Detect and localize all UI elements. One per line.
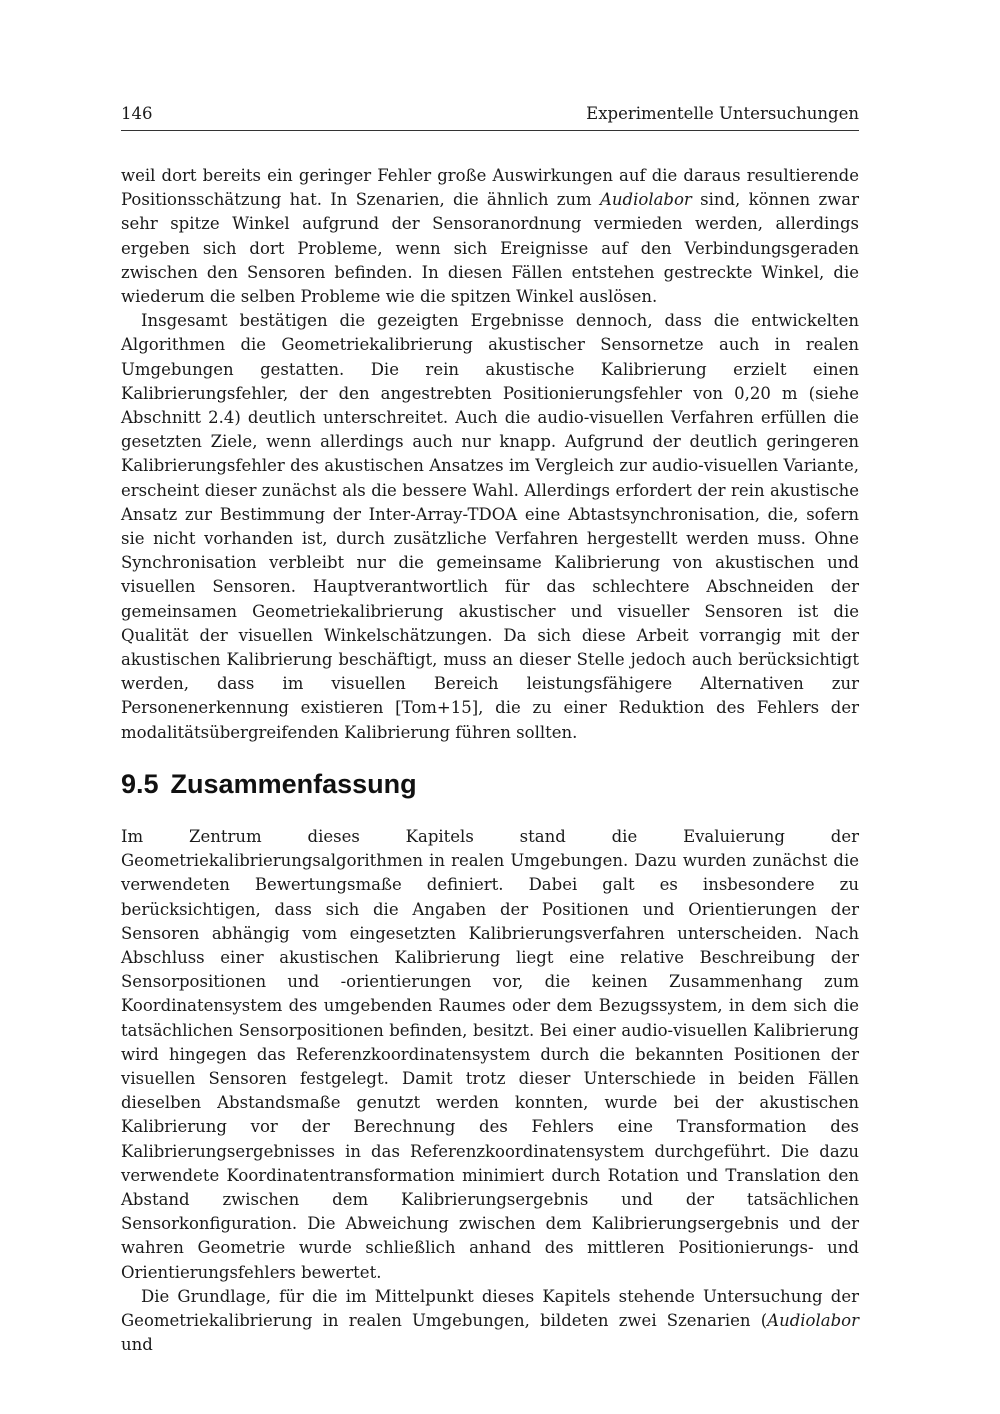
section-text-block [121, 825, 859, 1357]
section-number: 9.5 [121, 769, 159, 799]
text-run: und [121, 1335, 153, 1355]
page-number: 146 [121, 104, 153, 123]
paragraph-continuation [121, 164, 859, 309]
paragraph-scenarios [121, 1285, 859, 1358]
paragraph-results-summary: Insgesamt bestätigen die gezeigten Ergebnisse dennoch, dass die entwickelten Algorithmen die Geometriekalibrierung akustischer Sensornetze auch in realen Umgebungen gestatten. Die rein akustische Kalibrierung erzielt einen Kalibrierungsfehler, der den angestrebten Positionierungsfehler von 0,20 m (siehe Abschnitt 2.4) deutlich unterschreitet. Auch die audio-visuellen Verfahren erfüllen die gesetzten Ziele, wenn allerdings auch nur knapp. Aufgrund der deutlich geringeren Kalibrierungsfehler des akustischen Ansatzes im Vergleich zur audio-visuellen Variante, erscheint dieser zunächst als die bessere Wahl. Allerdings erfordert der rein akustische Ansatz zur Bestimmung der Inter-Array-TDOA eine Abtastsynchronisation, die, sofern sie nicht vorhanden ist, durch zusätzliche Verfahren hergestellt werden muss. Ohne Synchronisation verbleibt nur die gemeinsame Kalibrierung von akustischen und visuellen Sensoren. Hauptverantwortlich für das schlechtere Abschneiden der gemeinsamen Geometriekalibrierung akustischer und visueller Sensoren ist die Qualität der visuellen Winkelschätzungen. Da sich diese Arbeit vorrangig mit der akustischen Kalibrierung beschäftigt, muss an dieser Stelle jedoch auch berücksichtigt werden, dass im visuellen Bereich leistungsfähigere Alternativen zur Personenerkennung existieren [Tom+15], die zu einer Reduktion des Fehlers der modalitätsübergreifenden Kalibrierung führen sollten. [121, 311, 859, 742]
section-heading [121, 766, 859, 802]
paragraph-chapter-summary: Im Zentrum dieses Kapitels stand die Evaluierung der Geometriekalibrierungsalgorithmen in realen Umgebungen. Dazu wurden zunächst die verwendeten Bewertungsmaße definiert. Dabei galt es insbesondere zu berücksichtigen, dass sich die Angaben der Positionen und Orientierungen der Sensoren abhängig vom eingesetzten Kalibrierungsverfahren unterscheiden. Nach Abschluss einer akustischen Kalibrierung liegt eine relative Beschreibung der Sensorpositionen und -orientierungen vor, die keinen Zusammenhang zum Koordinatensystem des umgebenden Raumes oder dem Bezugssystem, in dem sich die tatsächlichen Sensorpositionen befinden, besitzt. Bei einer audio-visuellen Kalibrierung wird hingegen das Referenzkoordinatensystem durch die bekannten Positionen der visuellen Sensoren festgelegt. Damit trotz dieser Unterschiede in beiden Fällen dieselben Abstandsmaße genutzt werden konnten, wurde bei der akustischen Kalibrierung vor der Berechnung des Fehlers eine Transformation des Kalibrierungsergebnisses in das Referenzkoordinatensystem durchgeführt. Die dazu verwendete Koordinatentransformation minimiert durch Rotation und Translation den Abstand zwischen dem Kalibrierungsergebnis und der tatsächlichen Sensorkonfiguration. Die Abweichung zwischen dem Kalibrierungsergebnis und der wahren Geometrie wurde schließlich anhand des mittleren Positionierungs- und Orientierungsfehlers bewertet. [121, 827, 859, 1282]
continued-text-block [121, 164, 859, 745]
text-run: Die Grundlage, für die im Mittelpunkt dieses Kapitels stehende Untersuchung der Geometriekalibrierung in realen Umgebungen, bildeten zwei Szenarien ( [121, 1286, 859, 1331]
text-run: sind, können zwar sehr spitze Winkel aufgrund der Sensoranordnung vermieden werden, allerdings ergeben sich dort Probleme, wenn sich Ereignisse auf den Verbindungsgeraden zwischen den Sensoren befinden. In diesen Fällen entstehen gestreckte Winkel, die wiederum die selben Probleme wie die spitzen Winkel auslösen. [121, 190, 859, 307]
section-title: Zusammenfassung [170, 769, 417, 799]
italic-term: Audiolabor [767, 1311, 859, 1331]
running-header [121, 100, 859, 131]
italic-term: Audiolabor [600, 190, 692, 210]
text-run: weil dort bereits ein geringer Fehler große Auswirkungen auf die daraus resultierende Positionsschätzung hat. In Szenarien, die ähnlich zum [121, 166, 859, 210]
running-chapter-title: Experimentelle Untersuchungen [586, 104, 859, 123]
